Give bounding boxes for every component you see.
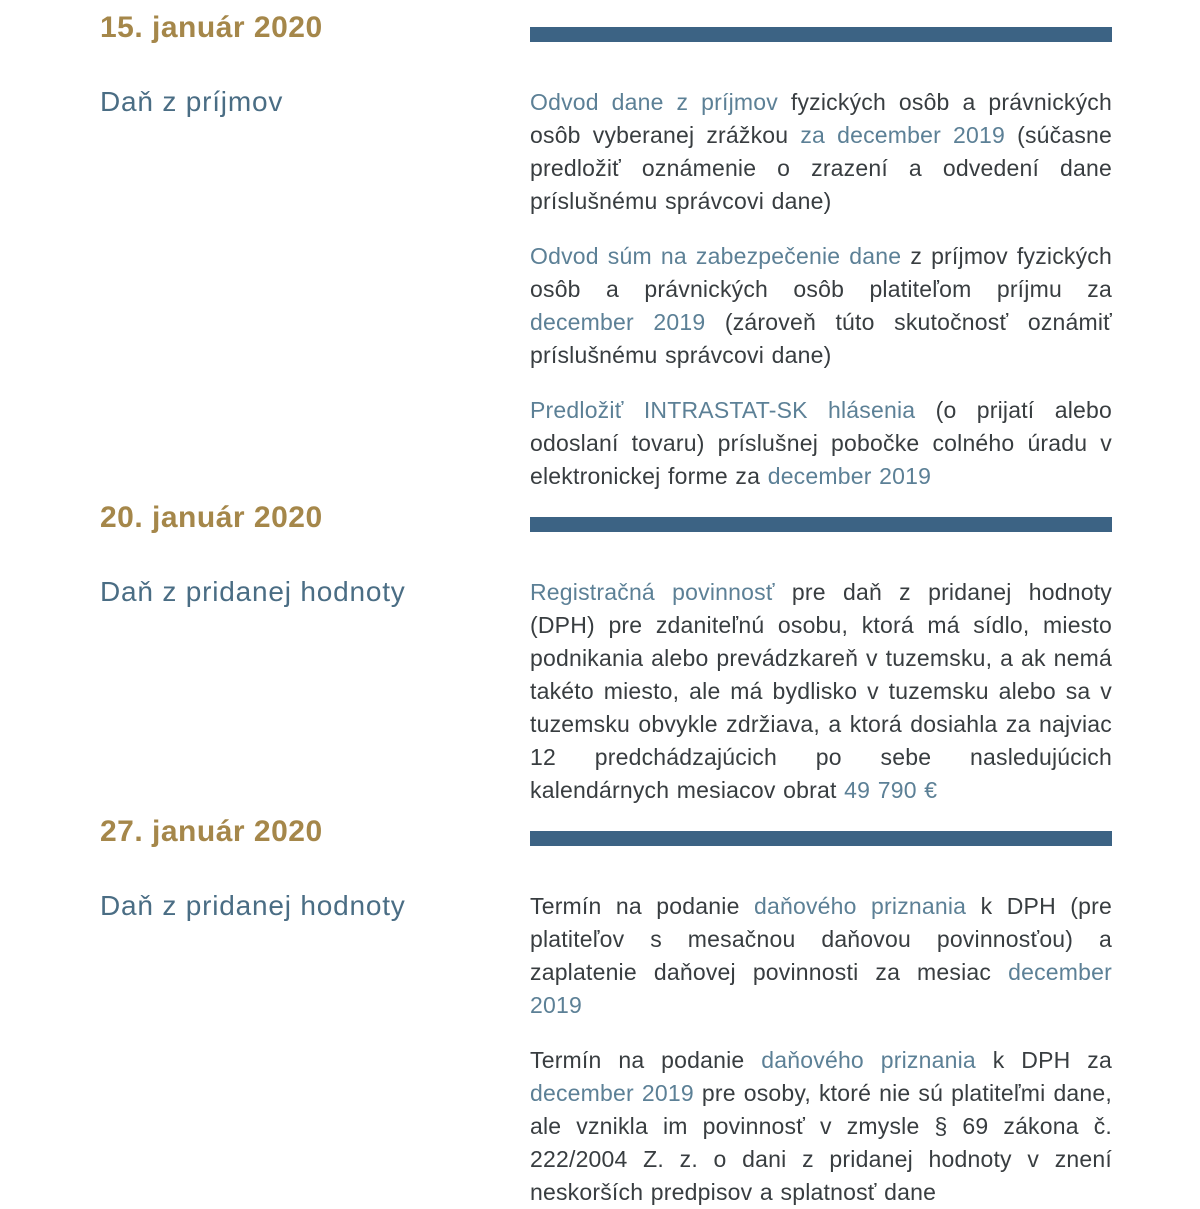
highlighted-text-run: daňového priznania (753, 893, 967, 919)
text-run: k DPH za (975, 1047, 1112, 1073)
highlighted-text-run: za december 2019 (800, 122, 1006, 148)
paragraph (530, 240, 1112, 372)
paragraph (530, 576, 1112, 807)
paragraph (530, 890, 1112, 1022)
highlighted-text-run: daňového priznania (761, 1047, 976, 1073)
highlighted-text-run: Registračná povinnosť (530, 579, 775, 605)
sections-container (100, 10, 1112, 1209)
paragraphs-column (530, 576, 1112, 807)
text-run: Termín na podanie (530, 1047, 762, 1073)
section-divider-bar (530, 831, 1112, 846)
text-run: k DPH (pre platiteľov s mesačnou daňovou povinnosťou) a zaplatenie daňovej povinnosti za mesiac (530, 893, 1112, 985)
section-divider-bar (530, 27, 1112, 42)
paragraph (530, 1044, 1112, 1209)
calendar-section (100, 500, 1112, 807)
highlighted-text-run: december 2019 (767, 463, 932, 489)
tax-category-label: Daň z príjmov (100, 86, 284, 117)
highlighted-text-run: december 2019 (530, 309, 706, 335)
highlighted-text-run: 49 790 € (844, 777, 938, 803)
text-run: z príjmov fyzických osôb a právnických osôb platiteľom príjmu za (530, 243, 1112, 302)
text-run: (o prijatí alebo odoslaní tovaru) príslušnej pobočke colného úradu v elektronickej forme za (530, 397, 1112, 489)
highlighted-text-run: december 2019 (530, 1080, 694, 1106)
highlighted-text-run: Odvod dane z príjmov (530, 89, 778, 115)
section-header-row (100, 500, 1112, 536)
text-run: fyzických osôb a právnických osôb vyberanej zrážkou (530, 89, 1112, 148)
section-content-row (100, 86, 1112, 493)
text-run: (súčasne predložiť oznámenie o zrazení a odvedení dane príslušnému správcovi dane) (530, 122, 1113, 214)
highlighted-text-run: Predložiť INTRASTAT-SK hlásenia (530, 397, 916, 423)
paragraphs-column (530, 890, 1112, 1209)
text-run: pre osoby, ktoré nie sú platiteľmi dane, ale vznikla im povinnosť v zmysle § 69 zákona č. 222/2004 Z. z. o dani z pridanej hodnoty v znení neskorších predpisov a splatnosť dane (530, 1080, 1112, 1205)
date-heading: 27. január 2020 (100, 815, 323, 848)
section-divider-bar (530, 517, 1112, 532)
paragraph (530, 394, 1112, 493)
highlighted-text-run: Odvod súm na zabezpečenie dane (530, 243, 902, 269)
section-content-row (100, 576, 1112, 807)
calendar-section (100, 814, 1112, 1209)
tax-category-label: Daň z pridanej hodnoty (100, 890, 406, 921)
date-heading: 20. január 2020 (100, 501, 323, 534)
text-run: (zároveň túto skutočnosť oznámiť príslušnému správcovi dane) (530, 309, 1112, 368)
section-content-row (100, 890, 1112, 1209)
text-run: pre daň z pridanej hodnoty (DPH) pre zdaniteľnú osobu, ktorá má sídlo, miesto podnikania alebo prevádzkareň v tuzemsku, a ak nemá takéto miesto, ale má bydlisko v tuzemsku alebo sa v tuzemsku obvykle zdržiava, a ktorá dosiahla za najviac 12 predchádzajúcich po sebe nasledujúcich kalendárnych mesiacov obrat (530, 579, 1112, 803)
paragraphs-column (530, 86, 1112, 493)
date-heading: 15. január 2020 (100, 11, 323, 44)
text-run: Termín na podanie (530, 893, 754, 919)
paragraph (530, 86, 1112, 218)
calendar-section (100, 10, 1112, 493)
section-header-row (100, 814, 1112, 850)
highlighted-text-run: december 2019 (530, 959, 1112, 1018)
section-header-row (100, 10, 1112, 46)
tax-category-label: Daň z pridanej hodnoty (100, 576, 406, 607)
